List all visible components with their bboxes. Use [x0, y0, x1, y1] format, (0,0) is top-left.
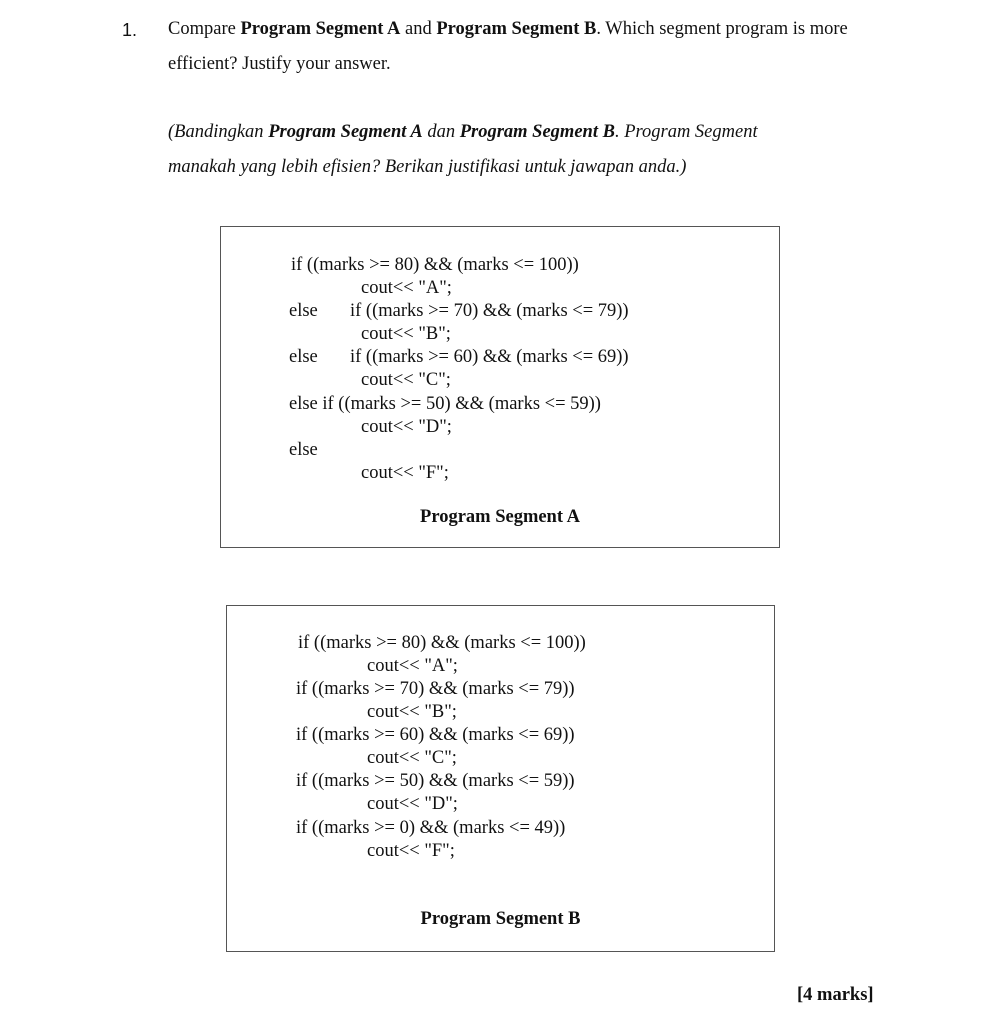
marks-label: [4 marks]	[797, 985, 874, 1005]
code-line: cout<< "D";	[367, 794, 458, 814]
question-text: manakah yang lebih efisien? Berikan justifikasi untuk jawapan anda.)	[168, 157, 687, 177]
segment-a-ref: Program Segment A	[268, 122, 423, 142]
code-line: cout<< "A";	[361, 278, 452, 298]
question-text: . Which segment program is more efficient? Justify your answer.	[168, 19, 848, 74]
question-text: (Bandingkan	[168, 122, 269, 142]
question-english	[168, 12, 883, 82]
code-line: if ((marks >= 50) && (marks <= 59))	[296, 771, 575, 791]
code-line: if ((marks >= 80) && (marks <= 100))	[291, 255, 579, 275]
question-text: . Program Segment	[614, 122, 758, 142]
code-line: cout<< "C";	[361, 370, 451, 390]
program-segment-a-box	[220, 226, 780, 548]
code-line: if ((marks >= 70) && (marks <= 79))	[296, 679, 575, 699]
code-line: if ((marks >= 70) && (marks <= 79))	[350, 301, 629, 321]
segment-b-ref: Program Segment B	[459, 122, 615, 142]
code-line: if ((marks >= 60) && (marks <= 69))	[296, 725, 575, 745]
code-line: if ((marks >= 60) && (marks <= 69))	[350, 347, 629, 367]
question-malay	[168, 115, 883, 185]
code-line: cout<< "F";	[367, 841, 455, 861]
code-line: else	[289, 347, 318, 367]
code-line: else if ((marks >= 50) && (marks <= 59))	[289, 394, 601, 414]
code-line: cout<< "B";	[367, 702, 457, 722]
code-line: if ((marks >= 0) && (marks <= 49))	[296, 818, 566, 838]
code-line: else	[289, 301, 318, 321]
code-line: cout<< "F";	[361, 463, 449, 483]
segment-b-ref: Program Segment B	[436, 19, 597, 39]
question-text: and	[400, 19, 437, 39]
program-segment-b-box	[226, 605, 775, 952]
code-line: cout<< "A";	[367, 656, 458, 676]
question-number: 1.	[122, 20, 138, 40]
program-segment-a-caption: Program Segment A	[420, 507, 580, 527]
code-line: cout<< "B";	[361, 324, 451, 344]
code-line: else	[289, 440, 318, 460]
code-line: if ((marks >= 80) && (marks <= 100))	[298, 633, 586, 653]
question-text: dan	[422, 122, 460, 142]
code-line: cout<< "C";	[367, 748, 457, 768]
segment-a-ref: Program Segment A	[240, 19, 401, 39]
program-segment-b-caption: Program Segment B	[420, 909, 581, 929]
code-line: cout<< "D";	[361, 417, 452, 437]
question-text: Compare	[168, 19, 241, 39]
